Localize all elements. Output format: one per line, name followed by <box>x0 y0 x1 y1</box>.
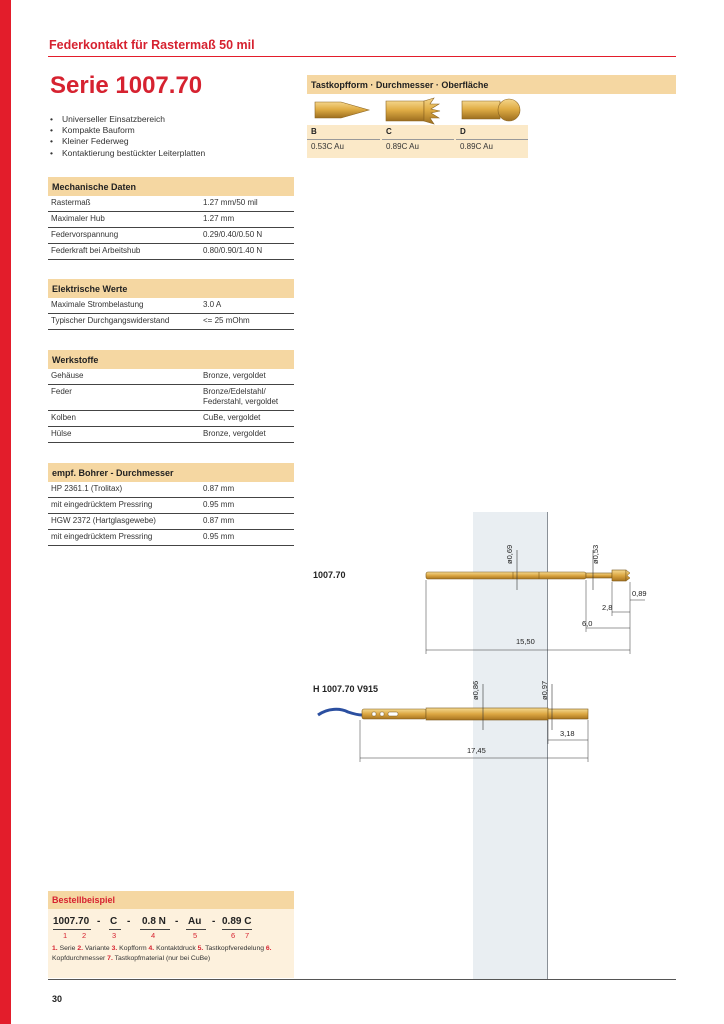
order-sep: - <box>175 916 179 927</box>
underline <box>186 929 206 930</box>
electrical-values-table <box>48 279 294 330</box>
tip-letter: C <box>386 127 392 136</box>
dim-d2: ø0,97 <box>540 680 549 700</box>
dim-d1: ø0,69 <box>505 544 514 564</box>
probe-plunger <box>586 573 612 578</box>
section-heading: Werkstoffe <box>48 350 294 369</box>
tip-b-label <box>311 127 344 151</box>
row-key: Gehäuse <box>51 371 84 380</box>
tip-value: 0.89C Au <box>386 142 419 151</box>
legend-text: Kopfform <box>119 945 147 952</box>
table-row <box>48 530 294 546</box>
row-key: Rastermaß <box>51 198 91 207</box>
order-sep: - <box>97 916 101 927</box>
tip-c-label <box>386 127 419 151</box>
order-example-heading: Bestellbeispiel <box>48 891 294 909</box>
dim-c: 6,0 <box>582 619 593 628</box>
serie-title: Serie 1007.70 <box>50 72 203 99</box>
order-part-diameter: 0.89 C <box>222 916 252 927</box>
order-index: 7 <box>245 931 250 940</box>
table-row <box>48 369 294 385</box>
dim-d2: ø0,53 <box>591 544 600 564</box>
row-key: HP 2361.1 (Trolitax) <box>51 484 123 493</box>
row-value: Bronze, vergoldet <box>203 429 266 438</box>
row-value: Bronze, vergoldet <box>203 371 266 380</box>
tip-letter: D <box>460 127 466 136</box>
drawing-1-label: 1007.70 <box>313 570 346 580</box>
drill-diameter-table <box>48 463 294 546</box>
row-key: Typischer Durchgangswiderstand <box>51 316 170 325</box>
row-value: 1.27 mm <box>203 214 235 223</box>
legend-text: Serie <box>59 945 76 952</box>
tip-letter: B <box>311 127 317 136</box>
row-value: 0.29/0.40/0.50 N <box>203 230 263 239</box>
row-key: HGW 2372 (Hartglasgewebe) <box>51 516 156 525</box>
table-row <box>48 514 294 530</box>
order-part-pressure: 0.8 N <box>142 916 166 927</box>
legend-num: 7. <box>107 955 113 962</box>
row-value: <= 25 mOhm <box>203 316 250 325</box>
dim-total: 17,45 <box>467 746 486 755</box>
probe-drawing-1 <box>300 530 680 660</box>
table-row <box>48 196 294 212</box>
receptacle-end <box>548 709 588 719</box>
row-value: Bronze/Edelstahl/ <box>203 387 266 396</box>
row-value: 1.27 mm/50 mil <box>203 198 258 207</box>
tip-d-label <box>460 127 493 151</box>
table-row <box>48 212 294 228</box>
table-row <box>48 427 294 443</box>
receptacle-sleeve <box>426 708 548 720</box>
legend-num: 6. <box>265 945 272 952</box>
probe-barrel <box>426 572 586 579</box>
order-legend <box>52 944 292 964</box>
row-key: Maximaler Hub <box>51 214 105 223</box>
underline <box>109 929 121 930</box>
section-heading: Mechanische Daten <box>48 177 294 196</box>
dim-b: 2,8 <box>602 603 613 612</box>
order-sep: - <box>212 916 216 927</box>
order-part-shape: C <box>110 916 118 927</box>
row-value: 0.80/0.90/1.40 N <box>203 246 263 255</box>
feature-item: • Kleiner Federweg <box>50 136 205 147</box>
tip-value: 0.53C Au <box>311 142 344 151</box>
row-value: 0.95 mm <box>203 500 235 509</box>
legend-num: 3. <box>111 945 118 952</box>
page-number: 30 <box>52 994 63 1004</box>
section-heading: empf. Bohrer - Durchmesser <box>48 463 294 482</box>
row-key: mit eingedrücktem Pressring <box>51 532 153 541</box>
order-sep: - <box>127 916 131 927</box>
legend-text: Kopfdurchmesser <box>52 955 106 962</box>
legend-text: Kontaktdruck <box>156 945 196 952</box>
legend-text: Tastkopfveredelung <box>205 945 265 952</box>
tip-value: 0.89C Au <box>460 142 493 151</box>
legend-text: Tastkopfmaterial (nur bei CuBe) <box>114 955 211 962</box>
tip-d-icon <box>460 96 522 124</box>
page-header-title: Federkontakt für Rastermaß 50 mil <box>49 38 255 52</box>
table-row <box>48 228 294 244</box>
row-key: Federkraft bei Arbeitshub <box>51 246 141 255</box>
legend-num: 4. <box>148 945 155 952</box>
tip-b-icon <box>313 96 371 124</box>
row-key: mit eingedrücktem Pressring <box>51 500 153 509</box>
underline <box>53 929 91 930</box>
order-index: 5 <box>193 931 198 940</box>
materials-table <box>48 350 294 443</box>
row-value: 0.95 mm <box>203 532 235 541</box>
tip-c-icon <box>384 96 442 126</box>
table-row <box>48 482 294 498</box>
feature-item: • Kontaktierung bestückter Leiterplatten <box>50 148 205 159</box>
underline <box>140 929 170 930</box>
table-row <box>48 244 294 260</box>
feature-list <box>50 114 205 159</box>
order-index: 6 <box>231 931 236 940</box>
order-part-series: 1007.70 <box>53 916 90 927</box>
row-value-line2: Federstahl, vergoldet <box>203 397 279 406</box>
feature-item: • Universeller Einsatzbereich <box>50 114 205 125</box>
legend-num: 1. <box>52 945 58 952</box>
row-value: 3.0 A <box>203 300 222 309</box>
header-divider <box>48 56 676 57</box>
drawing-2-label: H 1007.70 V915 <box>313 684 379 694</box>
table-row <box>48 411 294 427</box>
row-value: 0.87 mm <box>203 484 235 493</box>
probe-drawing-2 <box>300 670 680 770</box>
probe-tip <box>612 570 626 581</box>
table-row <box>48 498 294 514</box>
order-part-finish: Au <box>188 916 202 927</box>
section-heading: Elektrische Werte <box>48 279 294 298</box>
red-margin-bar <box>0 0 11 1024</box>
feature-item: • Kompakte Bauform <box>50 125 205 136</box>
underline <box>222 929 252 930</box>
legend-num: 5. <box>197 945 204 952</box>
order-index: 2 <box>82 931 87 940</box>
table-row <box>48 298 294 314</box>
mechanical-data-table <box>48 177 294 260</box>
row-value: 0.87 mm <box>203 516 235 525</box>
row-key: Feder <box>51 387 72 396</box>
tip-shape-heading: Tastkopfform · Durchmesser · Oberfläche <box>307 75 676 94</box>
legend-num: 2. <box>77 945 83 952</box>
dim-d1: ø0,86 <box>471 680 480 700</box>
row-value: CuBe, vergoldet <box>203 413 261 422</box>
order-index: 4 <box>151 931 156 940</box>
dim-total: 15,50 <box>516 637 535 646</box>
row-key: Maximale Strombelastung <box>51 300 144 309</box>
legend-text: Variante <box>84 945 110 952</box>
dim-a: 3,18 <box>560 729 575 738</box>
dim-a: 0,89 <box>632 589 647 598</box>
row-key: Federvorspannung <box>51 230 119 239</box>
order-index: 3 <box>112 931 117 940</box>
row-key: Kolben <box>51 413 76 422</box>
table-row <box>48 385 294 411</box>
order-index: 1 <box>63 931 68 940</box>
wire <box>318 709 362 715</box>
footer-divider <box>48 979 676 980</box>
table-row <box>48 314 294 330</box>
row-key: Hülse <box>51 429 72 438</box>
